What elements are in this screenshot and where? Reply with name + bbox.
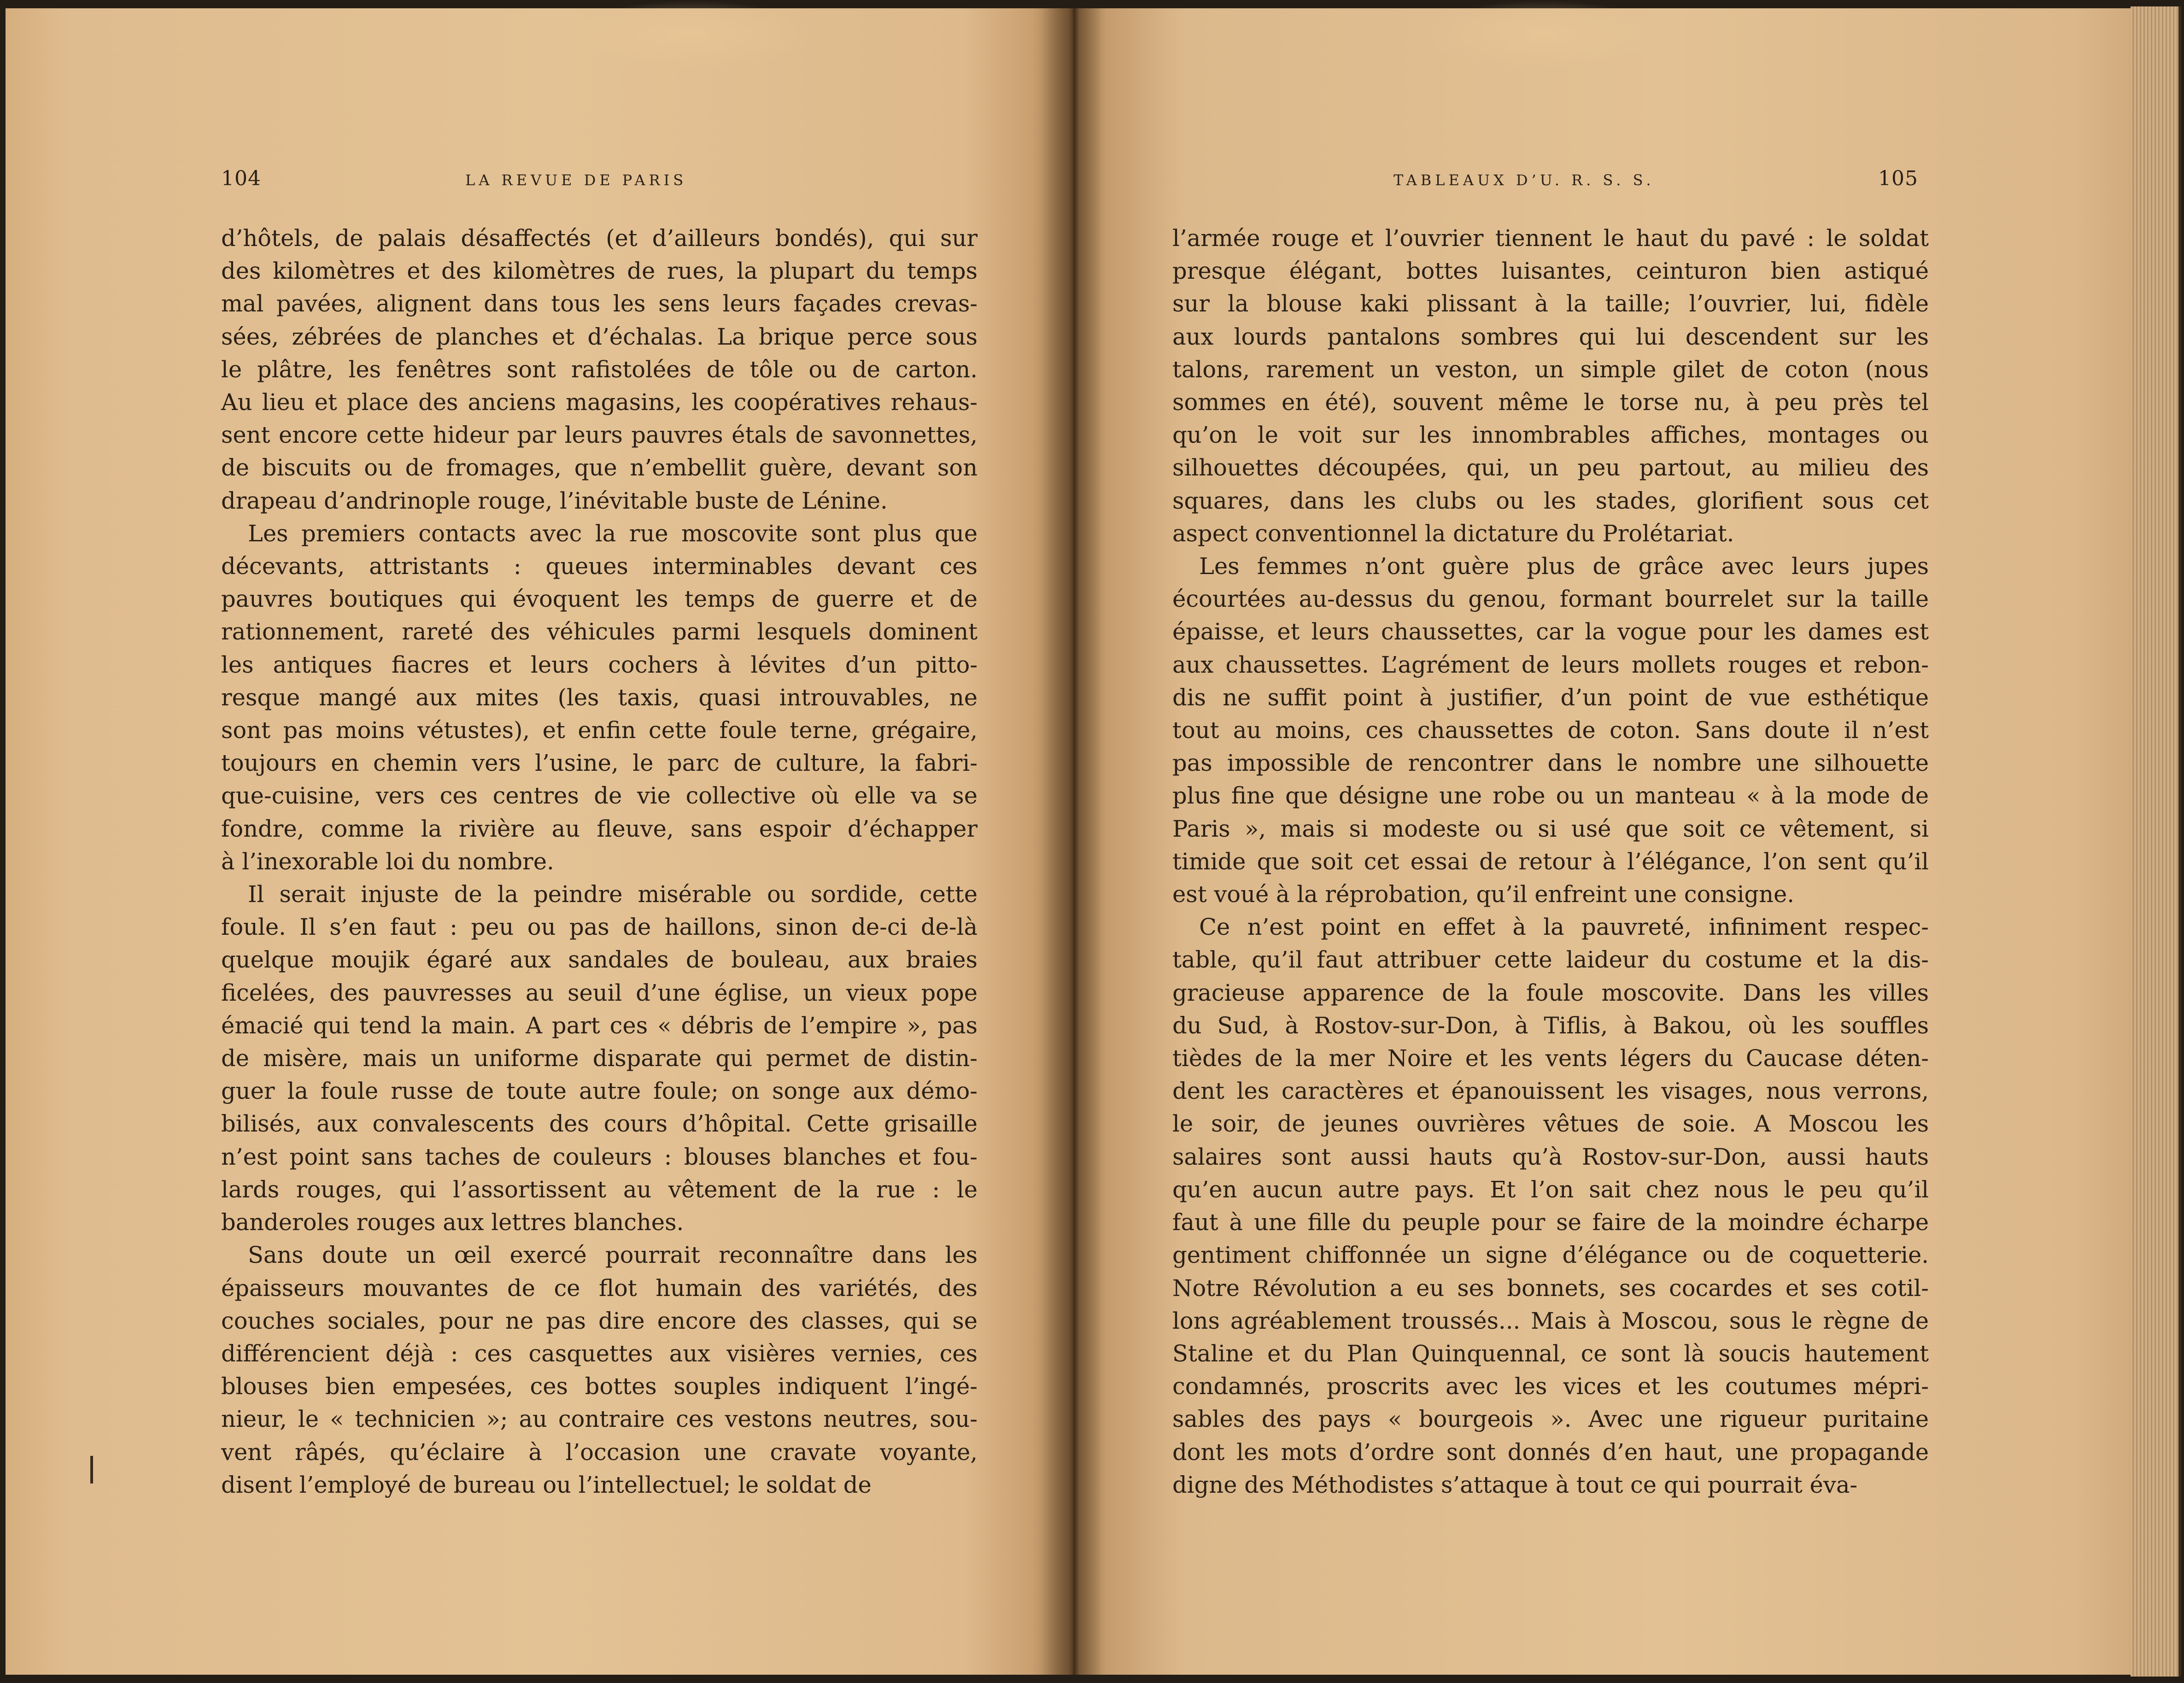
text-line: des kilomètres et des kilomètres de rues, la plupart du temps xyxy=(221,258,978,285)
text-line: Notre Révolution a eu ses bonnets, ses cocardes et ses cotil- xyxy=(1172,1274,1929,1302)
paragraph xyxy=(221,517,978,878)
text-line: Staline et du Plan Quinquennal, ce sont là soucis hautement xyxy=(1172,1340,1929,1367)
text-line: Au lieu et place des anciens magasins, les coopératives rehaus- xyxy=(221,389,978,416)
text-line: de biscuits ou de fromages, que n’embellit guère, devant son xyxy=(221,454,978,481)
text-line: timide que soit cet essai de retour à l’élégance, l’on sent qu’il xyxy=(1172,848,1929,875)
text-line: Les premiers contacts avec la rue moscovite sont plus que xyxy=(248,520,978,547)
paragraph xyxy=(221,878,978,1239)
text-line: lons agréablement troussés... Mais à Moscou, sous le règne de xyxy=(1172,1307,1929,1334)
text-line: squares, dans les clubs ou les stades, glorifient sous cet xyxy=(1172,487,1929,514)
text-line: écourtées au-dessus du genou, formant bourrelet sur la taille xyxy=(1172,586,1929,613)
text-line: qu’on le voit sur les innombrables affiches, montages ou xyxy=(1172,422,1929,449)
text-line: faut à une fille du peuple pour se faire de la moindre écharpe xyxy=(1172,1209,1929,1236)
text-line: tièdes de la mer Noire et les vents légers du Caucase déten- xyxy=(1172,1045,1929,1072)
text-line: guer la foule russe de toute autre foule; on songe aux démo- xyxy=(221,1078,978,1105)
text-line: silhouettes découpées, qui, un peu partout, au milieu des xyxy=(1172,454,1929,481)
text-line: pauvres boutiques qui évoquent les temps de guerre et de xyxy=(221,586,978,613)
right-header xyxy=(0,167,2184,194)
text-line: salaires sont aussi hauts qu’à Rostov-sur-Don, aussi hauts xyxy=(1172,1143,1929,1170)
text-line: foule. Il s’en faut : peu ou pas de haillons, sinon de-ci de-là xyxy=(221,914,978,941)
text-line: Ce n’est point en effet à la pauvreté, infiniment respec- xyxy=(1199,914,1929,941)
text-line: différencient déjà : ces casquettes aux visières vernies, ces xyxy=(221,1340,978,1367)
text-line: aux lourds pantalons sombres qui lui descendent sur les xyxy=(1172,323,1929,350)
text-line: vent râpés, qu’éclaire à l’occasion une cravate voyante, xyxy=(221,1438,978,1466)
text-line: talons, rarement un veston, un simple gilet de coton (nous xyxy=(1172,356,1929,383)
text-line: que-cuisine, vers ces centres de vie collective où elle va se xyxy=(221,782,978,809)
text-line: ficelées, des pauvresses au seuil d’une église, un vieux pope xyxy=(221,979,978,1006)
text-line: n’est point sans taches de couleurs : blouses blanches et fou- xyxy=(221,1143,978,1170)
text-line: digne des Méthodistes s’attaque à tout ce qui pourrait éva- xyxy=(1172,1471,1858,1498)
text-line: Paris », mais si modeste ou si usé que soit ce vêtement, si xyxy=(1172,815,1929,842)
text-line: dis ne suffit point à justifier, d’un point de vue esthétique xyxy=(1172,684,1929,711)
text-line: sées, zébrées de planches et d’échalas. La brique perce sous xyxy=(221,323,978,350)
text-line: dont les mots d’ordre sont donnés d’en haut, une propagande xyxy=(1172,1438,1929,1466)
paragraph xyxy=(1172,550,1929,911)
text-line: décevants, attristants : queues interminables devant ces xyxy=(221,553,978,580)
text-line: toujours en chemin vers l’usine, le parc de culture, la fabri- xyxy=(221,750,978,777)
text-line: condamnés, proscrits avec les vices et les coutumes mépri- xyxy=(1172,1373,1929,1400)
running-title-right: TABLEAUX D’U. R. S. S. xyxy=(1394,171,1655,189)
page-number-left: 104 xyxy=(221,167,261,190)
right-page-body xyxy=(1172,222,1929,1501)
paper-stain xyxy=(1423,0,1663,69)
text-line: rationnement, rareté des véhicules parmi lesquels dominent xyxy=(221,618,978,645)
text-line: le plâtre, les fenêtres sont rafistolées de tôle ou de carton. xyxy=(221,356,978,383)
text-line: épaisseurs mouvantes de ce flot humain des variétés, des xyxy=(221,1274,978,1302)
paper-mark xyxy=(90,1456,93,1484)
text-line: bilisés, aux convalescents des cours d’hôpital. Cette grisaille xyxy=(221,1110,978,1138)
text-line: gracieuse apparence de la foule moscovite. Dans les villes xyxy=(1172,979,1929,1006)
gutter-shadow xyxy=(1042,8,1107,1675)
text-line: sent encore cette hideur par leurs pauvres étals de savonnettes, xyxy=(221,422,978,449)
text-line: Il serait injuste de la peindre misérable ou sordide, cette xyxy=(248,881,978,908)
text-line: émacié qui tend la main. A part ces « débris de l’empire », pas xyxy=(221,1012,978,1039)
text-line: à l’inexorable loi du nombre. xyxy=(221,848,554,875)
text-line: mal pavées, alignent dans tous les sens leurs façades crevas- xyxy=(221,290,978,317)
text-line: l’armée rouge et l’ouvrier tiennent le haut du pavé : le soldat xyxy=(1172,225,1929,252)
text-line: lards rouges, qui l’assortissent au vêtement de la rue : le xyxy=(221,1176,978,1203)
text-line: sables des pays « bourgeois ». Avec une rigueur puritaine xyxy=(1172,1406,1929,1433)
text-line: tout au moins, ces chaussettes de coton. Sans doute il n’est xyxy=(1172,717,1929,744)
paper-stain xyxy=(571,0,811,69)
left-page-body xyxy=(221,222,978,1501)
text-line: aux chaussettes. L’agrément de leurs mollets rouges et rebon- xyxy=(1172,651,1929,678)
text-line: plus fine que désigne une robe ou un manteau « à la mode de xyxy=(1172,782,1929,809)
text-line: drapeau d’andrinople rouge, l’inévitable buste de Lénine. xyxy=(221,487,888,514)
text-line: couches sociales, pour ne pas dire encore des classes, qui se xyxy=(221,1307,978,1334)
text-line: resque mangé aux mites (les taxis, quasi introuvables, ne xyxy=(221,684,978,711)
text-line: Les femmes n’ont guère plus de grâce avec leurs jupes xyxy=(1199,553,1929,580)
paragraph xyxy=(1172,911,1929,1501)
text-line: Sans doute un œil exercé pourrait reconnaître dans les xyxy=(248,1242,978,1269)
text-line: pas impossible de rencontrer dans le nombre une silhouette xyxy=(1172,750,1929,777)
text-line: épaisse, et leurs chaussettes, car la vogue pour les dames est xyxy=(1172,618,1929,645)
text-line: de misère, mais un uniforme disparate qui permet de distin- xyxy=(221,1045,978,1072)
paragraph xyxy=(1172,222,1929,550)
page-number-right: 105 xyxy=(1878,167,1918,190)
text-line: sur la blouse kaki plissant à la taille; l’ouvrier, lui, fidèle xyxy=(1172,290,1929,317)
text-line: banderoles rouges aux lettres blanches. xyxy=(221,1209,684,1236)
page-edges xyxy=(2131,6,2181,1677)
text-line: du Sud, à Rostov-sur-Don, à Tiflis, à Bakou, où les souffles xyxy=(1172,1012,1929,1039)
text-line: les antiques fiacres et leurs cochers à lévites d’un pitto- xyxy=(221,651,978,678)
text-line: qu’en aucun autre pays. Et l’on sait chez nous le peu qu’il xyxy=(1172,1176,1929,1203)
paragraph xyxy=(221,1239,978,1501)
text-line: blouses bien empesées, ces bottes souples indiquent l’ingé- xyxy=(221,1373,978,1400)
paragraph xyxy=(221,222,978,517)
text-line: aspect conventionnel la dictature du Prolétariat. xyxy=(1172,520,1734,547)
text-line: sommes en été), souvent même le torse nu, à peu près tel xyxy=(1172,389,1929,416)
text-line: dent les caractères et épanouissent les visages, nous verrons, xyxy=(1172,1078,1929,1105)
text-line: presque élégant, bottes luisantes, ceinturon bien astiqué xyxy=(1172,258,1929,285)
text-line: fondre, comme la rivière au fleuve, sans espoir d’échapper xyxy=(221,815,978,842)
text-line: quelque moujik égaré aux sandales de bouleau, aux braies xyxy=(221,946,978,973)
text-line: table, qu’il faut attribuer cette laideur du costume et la dis- xyxy=(1172,946,1929,973)
text-line: sont pas moins vétustes), et enfin cette foule terne, grégaire, xyxy=(221,717,978,744)
text-line: nieur, le « technicien »; au contraire ces vestons neutres, sou- xyxy=(221,1406,978,1433)
text-line: disent l’employé de bureau ou l’intellectuel; le soldat de xyxy=(221,1471,872,1498)
running-title-left: LA REVUE DE PARIS xyxy=(465,171,687,189)
text-line: gentiment chiffonnée un signe d’élégance ou de coquetterie. xyxy=(1172,1242,1929,1269)
text-line: le soir, de jeunes ouvrières vêtues de soie. A Moscou les xyxy=(1172,1110,1929,1138)
text-line: est voué à la réprobation, qu’il enfreint une consigne. xyxy=(1172,881,1795,908)
text-line: d’hôtels, de palais désaffectés (et d’ailleurs bondés), qui sur xyxy=(221,225,978,252)
